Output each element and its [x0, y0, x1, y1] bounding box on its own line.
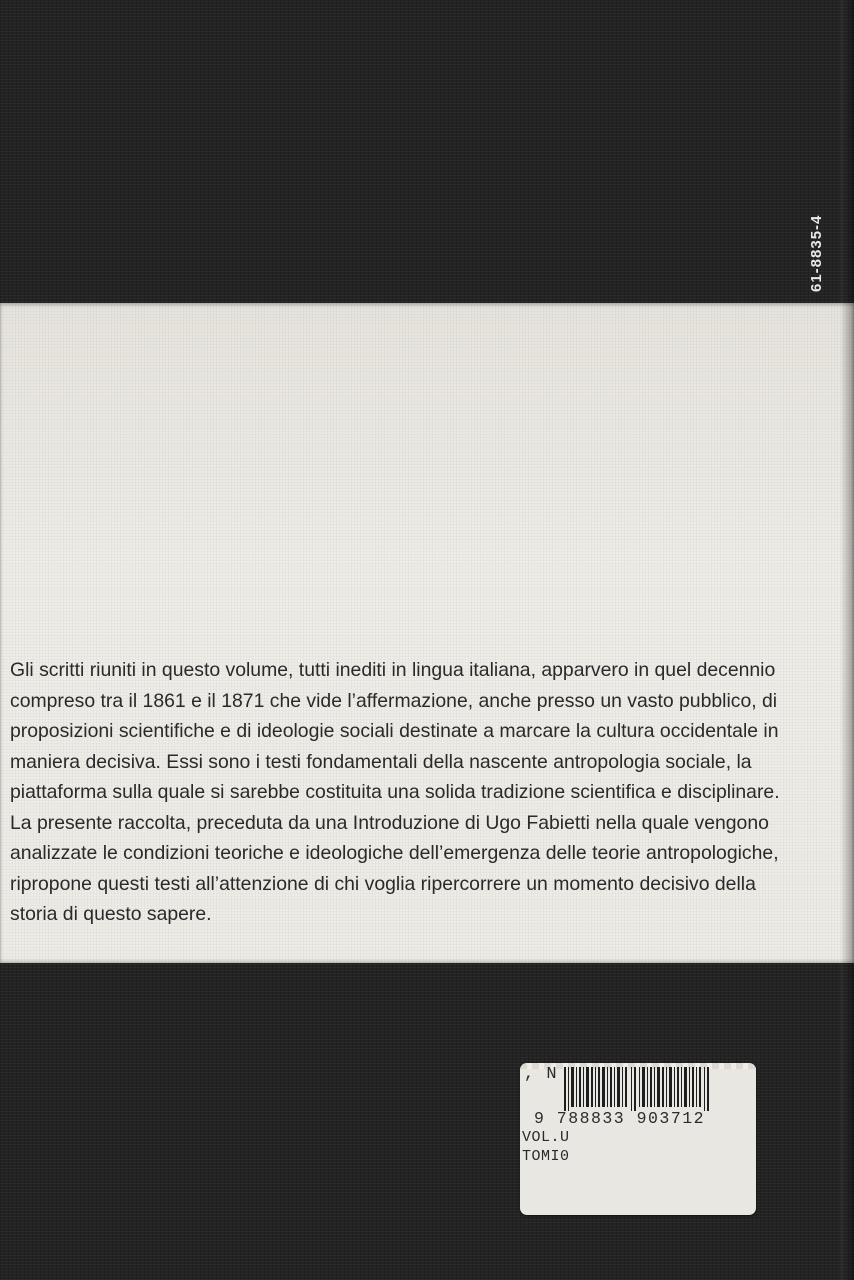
- barcode-number: 9 788833 903712: [534, 1109, 706, 1128]
- spine-code: 61-8835-4: [808, 214, 825, 292]
- sticker-prefix: , N: [524, 1065, 558, 1084]
- price-barcode-sticker: [520, 1063, 756, 1215]
- cover-right-edge: [840, 0, 854, 1280]
- top-dark-panel: [0, 0, 854, 303]
- blurb-paragraph-2: La presente raccolta, preceduta da una Introduzione di Ugo Fabietti nella quale vengono analizzate le condizioni teoriche e ideologiche dell’emergenza delle teorie antropologiche, ripropone questi testi all’attenzione di chi voglia ripercorrere un momento decisivo della storia di questo sapere.: [10, 811, 779, 925]
- blurb-paragraph-1: Gli scritti riuniti in questo volume, tutti inediti in lingua italiana, apparvero in quel decennio compreso tra il 1861 e il 1871 che vide l’affermazione, anche presso un vasto pubblico, di proposizioni scientifiche e di ideologie sociali destinate a marcare la cultura occidentale in maniera decisiva. Essi sono i testi fondamentali della nascente antropologia sociale, la piattaforma sulla quale si sarebbe costituita una solida tradizione scientifica e disciplinare.: [10, 659, 780, 803]
- barcode-icon: [564, 1067, 710, 1111]
- blurb-text: [10, 655, 800, 930]
- tome-label: TOMI0: [522, 1148, 570, 1165]
- volume-label: VOL.U: [522, 1129, 570, 1146]
